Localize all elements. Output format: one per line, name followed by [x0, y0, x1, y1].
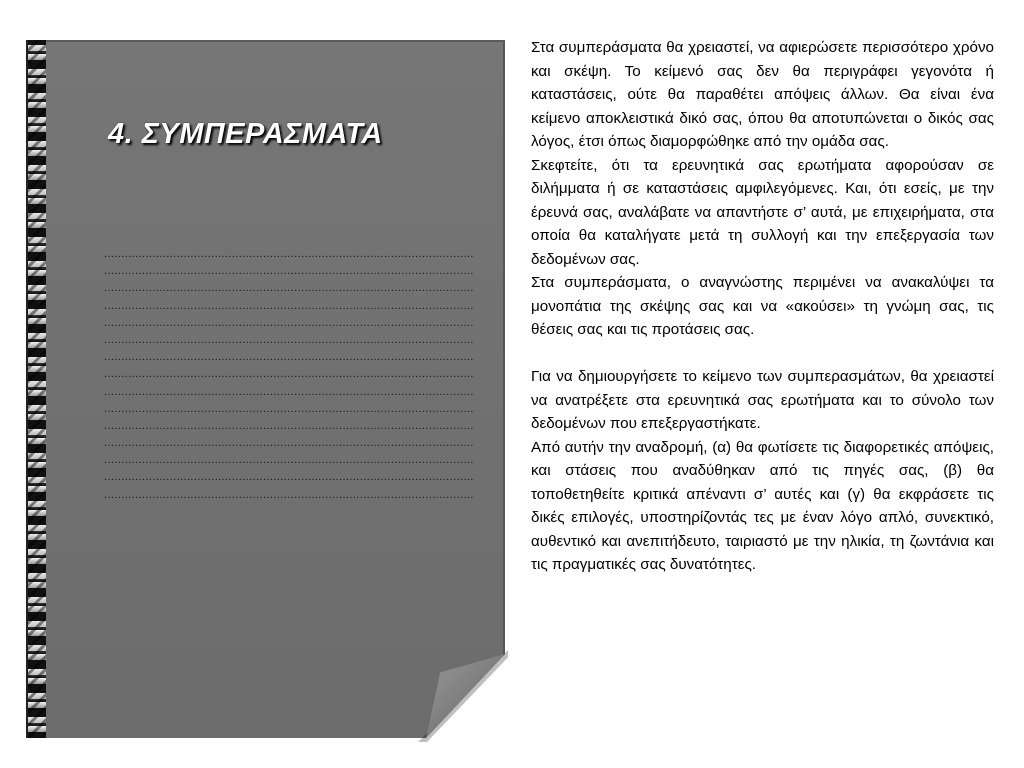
dotted-line: ........................................................................................................... [104, 333, 474, 346]
dotted-line: ........................................................................................................... [104, 402, 474, 415]
dotted-line: ........................................................................................................... [104, 248, 474, 260]
paragraph-2: Σκεφτείτε, ότι τα ερευνητικά σας ερωτήματα αφορούσαν σε διλήμματα ή σε καταστάσεις αμφιλεγόμενες. Και, ότι εσείς, με την έρευνά σας, αναλάβατε να απαντήστε σ’ αυτά, με επιχειρήματα, στα οποία θα καταλήγατε μετά τη συλλογή και την επεξεργασία των δεδομένων σας. [531, 156, 994, 268]
paragraph-1: Στα συμπεράσματα θα χρειαστεί, να αφιερώσετε περισσότερο χρόνο και σκέψη. Το κείμενό σας δεν θα περιγράφει γεγονότα ή καταστάσεις, ούτε θα παραθέτει απόψεις άλλων. Θα είναι ένα κείμενο αποκλειστικά δικό σας, όπου θα αποτυπώνεται ο δικός σας λόγος, έτσι όπως διαμορφώθηκε από την ομάδα σας. [531, 39, 994, 150]
spiral-binding [26, 40, 49, 738]
paragraph-5: Από αυτήν την αναδρομή, (α) θα φωτίσετε τις διαφορετικές απόψεις, και στάσεις που αναδύθηκαν από τις πηγές σας, (β) θα τοποθετηθείτε κριτικά απέναντι σ’ αυτές και (γ) θα εκφράσετε τις δικές επιλογές, υποστηρίζοντάς τες με έναν λόγο απλό, συνεκτικό, αυθεντικό και ανεπιτήδευτο, ταιριαστό με την ηλικία, τη ζωντάνια και τις πραγματικές σας δυνατότητες. [531, 438, 994, 573]
dotted-line: ........................................................................................................... [104, 316, 474, 329]
dotted-line: ........................................................................................................... [104, 299, 474, 312]
dotted-line: ........................................................................................................... [104, 471, 474, 484]
dotted-line: ........................................................................................................... [104, 351, 474, 364]
dotted-line: ........................................................................................................... [104, 385, 474, 398]
paragraph-3: Στα συμπεράσματα, ο αναγνώστης περιμένει να ανακαλύψει τα μονοπάτια της σκέψης σας και να «ακούσει» τη γνώμη σας, τις θέσεις σας και τις προτάσεις σας. [531, 274, 994, 338]
dotted-line: ........................................................................................................... [104, 419, 474, 432]
page-top-edge [46, 40, 505, 42]
dotted-line: ........................................................................................................... [104, 454, 474, 467]
body-text [531, 36, 994, 577]
dotted-line: ........................................................................................................... [104, 437, 474, 450]
dotted-line: ........................................................................................................... [104, 368, 474, 381]
paragraph-4: Για να δημιουργήσετε το κείμενο των συμπερασμάτων, θα χρειαστεί να ανατρέξετε στα ερευνητικά σας ερωτήματα και το σύνολο των δεδομένων που επεξεργαστήκατε. [531, 368, 994, 432]
slide-title: 4. ΣΥΜΠΕΡΑΣΜΑΤΑ [108, 118, 383, 150]
dotted-line: ........................................................................................................... [104, 488, 474, 501]
dotted-line: ........................................................................................................... [104, 265, 474, 278]
dotted-writing-lines [104, 246, 474, 504]
dotted-line: ........................................................................................................... [104, 282, 474, 295]
